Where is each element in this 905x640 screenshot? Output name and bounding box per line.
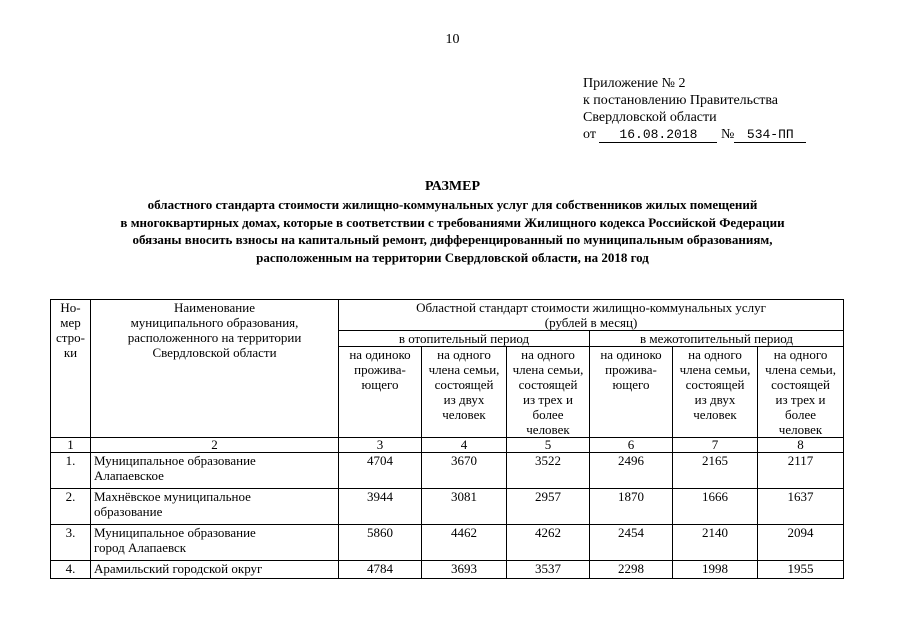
column-index: 1	[51, 438, 91, 453]
value-cell: 4704	[339, 453, 422, 489]
value-cell: 1637	[758, 489, 844, 525]
decree-date: 16.08.2018	[599, 128, 717, 143]
value-cell: 1955	[758, 561, 844, 579]
value-cell: 5860	[339, 525, 422, 561]
value-cell: 3693	[422, 561, 507, 579]
value-cell: 1870	[590, 489, 673, 525]
municipality-name: Муниципальное образование Алапаевское	[91, 453, 339, 489]
col-municipality-header: Наименование муниципального образования, расположенного на территории Свердловской области	[91, 300, 339, 438]
municipality-name: Арамильский городской округ	[91, 561, 339, 579]
page-number: 10	[445, 32, 460, 47]
value-cell: 2454	[590, 525, 673, 561]
sub-header-two-person: на одного члена семьи, состоящей из двух человек	[422, 347, 507, 438]
table-row	[51, 525, 844, 561]
document-title: РАЗМЕР	[424, 179, 480, 194]
value-cell: 3081	[422, 489, 507, 525]
subtitle-line: расположенным на территории Свердловской области, на 2018 год	[256, 249, 649, 265]
value-cell: 3944	[339, 489, 422, 525]
value-cell: 2117	[758, 453, 844, 489]
subtitle-line: обязаны вносить взносы на капитальный ремонт, дифференцированный по муниципальным образованиям,	[132, 232, 773, 247]
row-number: 4.	[51, 561, 91, 579]
appendix-block	[583, 75, 806, 143]
subtitle-line: областного стандарта стоимости жилищно-коммунальных услуг для собственников жилых помещений	[147, 197, 758, 212]
appendix-line-2: к постановлению Правительства	[583, 93, 779, 108]
row-number: 2.	[51, 489, 91, 525]
subtitle-line: в многоквартирных домах, которые в соответствии с требованиями Жилищного кодекса Российской Федерации	[120, 214, 785, 230]
column-index: 4	[422, 438, 507, 453]
column-index: 6	[590, 438, 673, 453]
document-subtitle	[40, 196, 865, 266]
value-cell: 2298	[590, 561, 673, 579]
value-cell: 1998	[673, 561, 758, 579]
decree-number: 534-ПП	[734, 128, 806, 143]
row-number: 1.	[51, 453, 91, 489]
column-index: 8	[758, 438, 844, 453]
value-cell: 2496	[590, 453, 673, 489]
sub-header-two-person: на одного члена семьи, состоящей из двух человек	[673, 347, 758, 438]
header-row-1	[51, 300, 844, 331]
value-cell: 3537	[507, 561, 590, 579]
sub-header-three-plus: на одного члена семьи, состоящей из трех и более человек	[507, 347, 590, 438]
column-index: 2	[91, 438, 339, 453]
non-heating-period-header: в межотопительный период	[590, 331, 844, 347]
column-index-row	[51, 438, 844, 453]
column-index: 7	[673, 438, 758, 453]
col-row-number-header: Но- мер стро- ки	[51, 300, 91, 438]
sub-header-single: на одиноко прожива- ющего	[590, 347, 673, 438]
municipality-name: Махнёвское муниципальное образование	[91, 489, 339, 525]
value-cell: 4262	[507, 525, 590, 561]
table-row	[51, 453, 844, 489]
value-cell: 2957	[507, 489, 590, 525]
from-label: от	[583, 127, 596, 142]
value-cell: 2165	[673, 453, 758, 489]
row-number: 3.	[51, 525, 91, 561]
value-cell: 4462	[422, 525, 507, 561]
value-cell: 3670	[422, 453, 507, 489]
value-cell: 1666	[673, 489, 758, 525]
standards-table	[50, 299, 844, 579]
column-index: 3	[339, 438, 422, 453]
table-row	[51, 561, 844, 579]
table-row	[51, 489, 844, 525]
value-cell: 2140	[673, 525, 758, 561]
appendix-line-1: Приложение № 2	[583, 76, 686, 91]
value-cell: 4784	[339, 561, 422, 579]
heating-period-header: в отопительный период	[339, 331, 590, 347]
appendix-line-3: Свердловской области	[583, 110, 717, 125]
group-header: Областной стандарт стоимости жилищно-коммунальных услуг (рублей в месяц)	[339, 300, 844, 331]
sub-header-single: на одиноко прожива- ющего	[339, 347, 422, 438]
column-index: 5	[507, 438, 590, 453]
municipality-name: Муниципальное образование город Алапаевск	[91, 525, 339, 561]
value-cell: 3522	[507, 453, 590, 489]
value-cell: 2094	[758, 525, 844, 561]
number-label: №	[720, 127, 735, 142]
appendix-date-line	[583, 126, 806, 143]
sub-header-three-plus: на одного члена семьи, состоящей из трех и более человек	[758, 347, 844, 438]
